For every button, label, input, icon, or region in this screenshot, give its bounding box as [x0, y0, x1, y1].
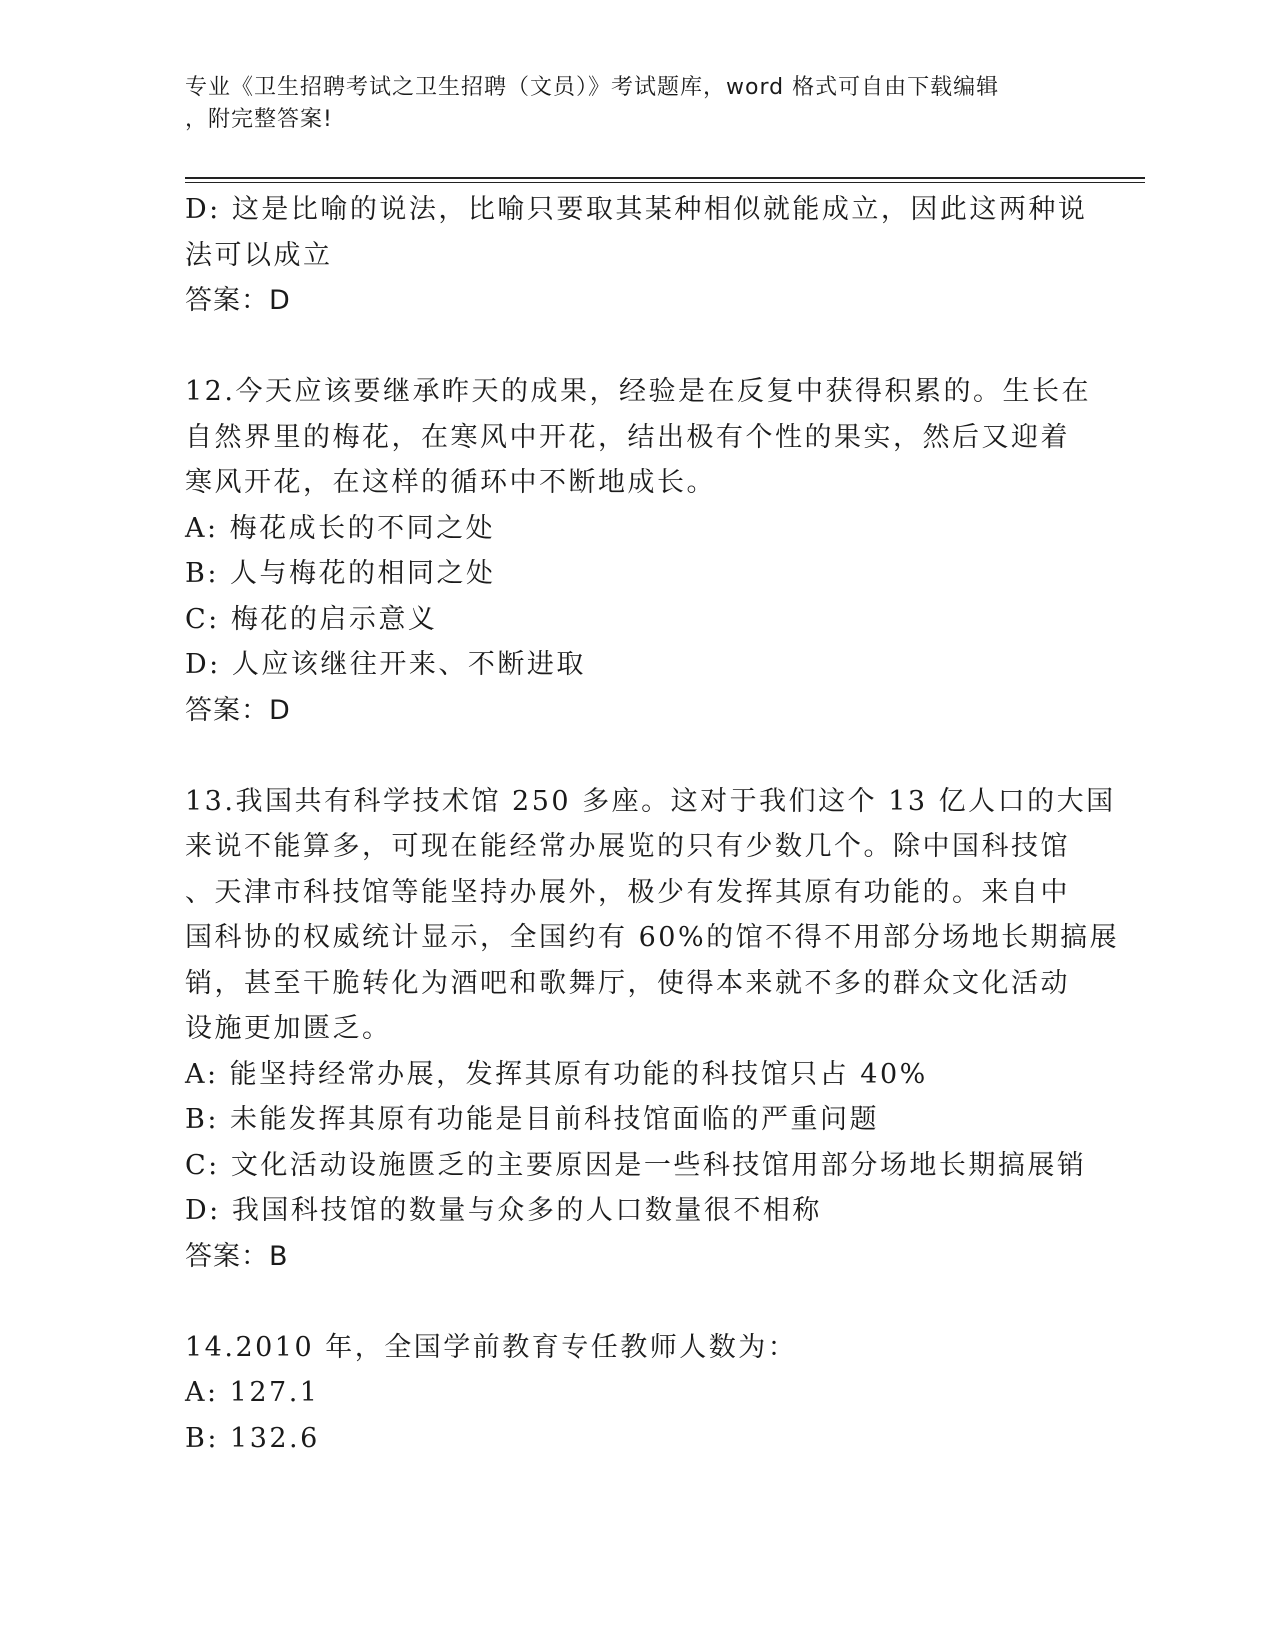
- question-text: 国科协的权威统计显示，全国约有 60%的馆不得不用部分场地长期搞展: [185, 922, 1120, 953]
- option-d-continued: 法可以成立: [185, 239, 333, 271]
- question-14: [185, 1325, 1085, 1462]
- question-spacer: [185, 734, 1085, 779]
- answer-label: 答案：D: [185, 694, 291, 726]
- answer-label: 答案：B: [185, 1240, 289, 1272]
- option-a: A: 127.1: [185, 1377, 320, 1408]
- question-text: 14.2010 年，全国学前教育专任教师人数为：: [185, 1331, 798, 1363]
- question-spacer: [185, 1280, 1085, 1325]
- option-d: D: 人应该继往开来、不断进取: [185, 649, 586, 680]
- header-title-line-2: ，附完整答案!: [185, 107, 333, 132]
- header-title-line-1: 专业《卫生招聘考试之卫生招聘（文员）》考试题库，word 格式可自由下载编辑: [185, 75, 1000, 100]
- question-text: 13.我国共有科学技术馆 250 多座。这对于我们这个 13 亿人口的大国: [185, 785, 1116, 817]
- question-13: [185, 779, 1120, 1280]
- question-spacer: [185, 324, 1085, 369]
- option-b: B: 人与梅花的相同之处: [185, 558, 496, 589]
- option-a: A: 能坚持经常办展，发挥其原有功能的科技馆只占 40%: [185, 1058, 928, 1090]
- question-text: 自然界里的梅花，在寒风中开花，结出极有个性的果实，然后又迎着: [185, 421, 1070, 453]
- question-text: 来说不能算多，可现在能经常办展览的只有少数几个。除中国科技馆: [185, 831, 1070, 862]
- option-d: D: 这是比喻的说法，比喻只要取其某种相似就能成立，因此这两种说: [185, 194, 1088, 225]
- question-text: 销，甚至干脆转化为酒吧和歌舞厅，使得本来就不多的群众文化活动: [185, 967, 1070, 999]
- question-12: [185, 369, 1091, 734]
- document-header: [185, 72, 1065, 136]
- option-a: A: 梅花成长的不同之处: [185, 512, 496, 544]
- option-d: D: 我国科技馆的数量与众多的人口数量很不相称: [185, 1195, 822, 1226]
- prev-question-tail: [185, 187, 1088, 324]
- option-b: B: 132.6: [185, 1422, 320, 1454]
- header-divider-thick: [185, 177, 1145, 179]
- question-text: 12.今天应该要继承昨天的成果，经验是在反复中获得积累的。生长在: [185, 376, 1091, 407]
- header-divider-thin: [185, 182, 1145, 183]
- answer-label: 答案：D: [185, 285, 291, 316]
- question-text: 设施更加匮乏。: [185, 1013, 392, 1044]
- document-body: [185, 187, 1120, 1461]
- question-text: 寒风开花，在这样的循环中不断地成长。: [185, 467, 716, 498]
- option-c: C: 文化活动设施匮乏的主要原因是一些科技馆用部分场地长期搞展销: [185, 1149, 1087, 1181]
- option-b: B: 未能发挥其原有功能是目前科技馆面临的严重问题: [185, 1104, 880, 1135]
- option-c: C: 梅花的启示意义: [185, 603, 438, 635]
- question-text: 、天津市科技馆等能坚持办展外，极少有发挥其原有功能的。来自中: [185, 876, 1070, 908]
